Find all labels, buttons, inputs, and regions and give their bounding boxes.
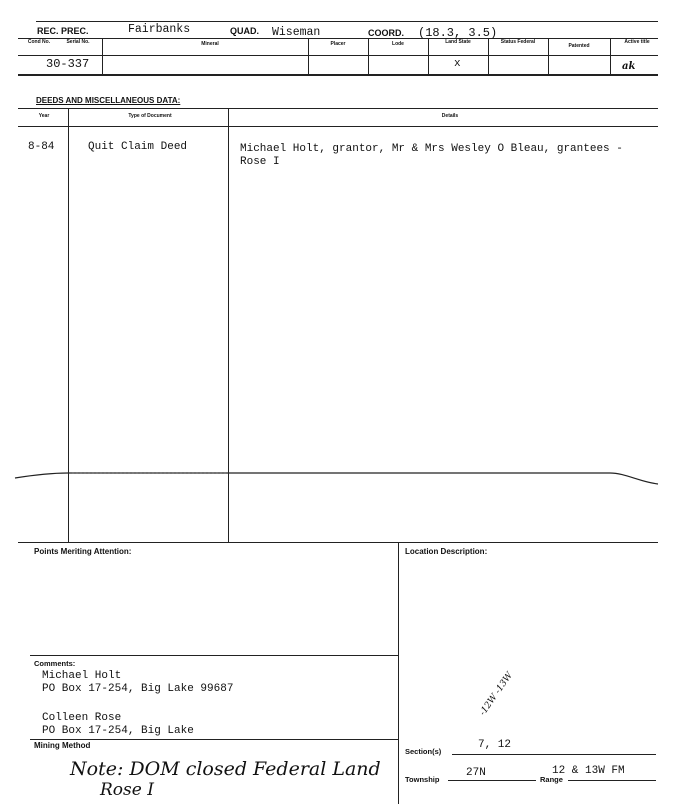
mining-method-label: Mining Method: [34, 741, 91, 750]
col-divider-active: [610, 38, 611, 74]
col-divider-placer: [308, 38, 309, 74]
header-rule-2: [18, 55, 658, 56]
deeds-rule-header: [18, 126, 658, 127]
section-underline: [452, 754, 656, 755]
range-value: 12 & 13W FM: [552, 765, 625, 777]
deed-details-line2: Rose I: [240, 156, 280, 168]
col-placer: Placer: [330, 41, 346, 47]
coord-label: COORD.: [368, 28, 404, 38]
comment-line-4: PO Box 17-254, Big Lake: [42, 725, 194, 737]
handwritten-note-line2: Rose I: [100, 780, 154, 800]
mining-method-rule: [30, 739, 398, 740]
deeds-col-details: Details: [441, 113, 459, 119]
comments-rule: [30, 655, 398, 656]
township-value: 27N: [466, 767, 486, 779]
col-lode: Lode: [392, 41, 404, 47]
deed-type: Quit Claim Deed: [88, 141, 188, 153]
points-label: Points Meriting Attention:: [34, 547, 132, 556]
col-cond-no: Cond No.: [27, 39, 51, 45]
coord-value: (18.3, 3.5): [418, 26, 498, 40]
location-annotation: -12W -13W: [478, 670, 516, 718]
col-divider-serial: [102, 38, 103, 74]
comment-line-3: Colleen Rose: [42, 712, 122, 724]
lower-divider: [398, 542, 399, 804]
location-label: Location Description:: [405, 547, 488, 556]
serial-value: 30-337: [46, 57, 90, 71]
rec-prec-value: Fairbanks: [128, 23, 191, 36]
comment-line-1: Michael Holt: [42, 670, 122, 682]
comment-line-2: PO Box 17-254, Big Lake 99687: [42, 683, 234, 695]
header-top-rule: [36, 21, 658, 22]
section-label: Section(s): [405, 747, 442, 756]
deeds-col-year: Year: [38, 113, 50, 119]
land-state-mark: x: [454, 58, 461, 70]
header-rule-1: [18, 38, 658, 39]
handwritten-note-line1: Note: DOM closed Federal Land: [70, 758, 381, 780]
rec-prec-label: REC. PREC.: [37, 26, 89, 36]
deed-year: 8-84: [28, 141, 55, 153]
col-mineral: Mineral: [201, 41, 219, 47]
header-rule-3: [18, 74, 658, 76]
col-active-title: Active title: [624, 39, 650, 45]
township-underline: [448, 780, 536, 781]
quad-value: Wiseman: [272, 26, 321, 39]
col-divider-lode: [368, 38, 369, 74]
active-mark: ak: [622, 61, 636, 72]
col-serial-no: Serial No.: [66, 39, 90, 45]
deed-details-line1: Michael Holt, grantor, Mr & Mrs Wesley O Bleau, grantees -: [240, 143, 623, 155]
township-label: Township: [405, 775, 440, 784]
col-patented: Patented: [568, 43, 590, 49]
quad-label: QUAD.: [230, 26, 259, 36]
col-land-state: Land State: [445, 39, 471, 45]
range-label: Range: [540, 775, 563, 784]
scan-distortion-line: [0, 462, 678, 492]
section-value: 7, 12: [478, 739, 512, 751]
comments-label: Comments:: [34, 659, 76, 668]
lower-section-rule: [18, 542, 658, 543]
col-status-federal: Status Federal: [500, 39, 536, 45]
col-divider-status: [488, 38, 489, 74]
deeds-section-title: DEEDS AND MISCELLANEOUS DATA:: [36, 96, 181, 105]
col-divider-land-state: [428, 38, 429, 74]
deeds-rule-top: [18, 108, 658, 109]
deeds-col-type: Type of Document: [128, 113, 172, 119]
range-underline: [568, 780, 656, 781]
col-divider-patented: [548, 38, 549, 74]
